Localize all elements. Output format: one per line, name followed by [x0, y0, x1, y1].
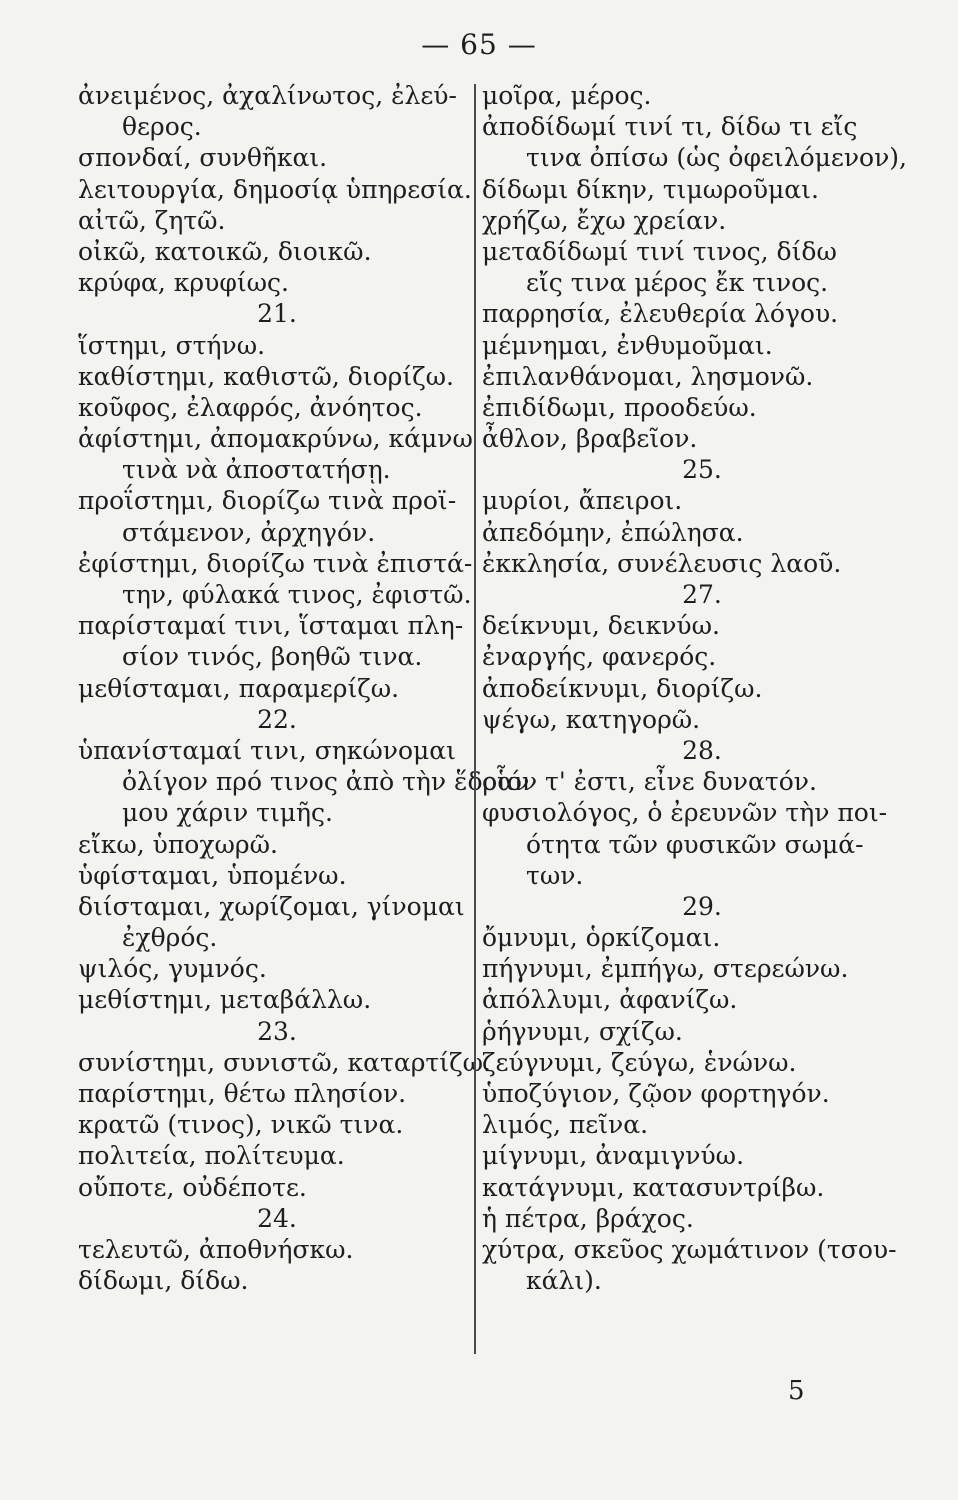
- left-column: [78, 80, 530, 1296]
- glossary-entry: αἰτῶ, ζητῶ.: [78, 205, 226, 235]
- glossary-entry: ἐναργής, φανερός.: [482, 642, 717, 672]
- entry-continuation: ἐχθρός.: [122, 923, 218, 953]
- glossary-entry: προΐστημι, διορίζω τινὰ προϊ-: [78, 486, 457, 516]
- glossary-entry: χρήζω, ἔχω χρείαν.: [482, 205, 727, 235]
- section-heading: 27.: [682, 580, 722, 609]
- glossary-entry: ἀπεδόμην, ἐπώλησα.: [482, 517, 744, 547]
- column-divider: [474, 84, 476, 1354]
- glossary-entry: δίδωμι δίκην, τιμωροῦμαι.: [482, 174, 819, 204]
- glossary-entry: κρύφα, κρυφίως.: [78, 268, 289, 298]
- glossary-entry: ἀφίστημι, ἀπομακρύνω, κάμνω: [78, 424, 473, 454]
- glossary-entry: ὑφίσταμαι, ὑπομένω.: [78, 860, 347, 890]
- signature-mark: 5: [788, 1376, 805, 1406]
- glossary-entry: μυρίοι, ἄπειροι.: [482, 486, 683, 516]
- glossary-entry: δίδωμι, δίδω.: [78, 1266, 249, 1296]
- glossary-entry: ἐφίστημι, διορίζω τινὰ ἐπιστά-: [78, 548, 473, 578]
- entry-continuation: την, φύλακά τινος, ἐφιστῶ.: [122, 580, 472, 609]
- section-heading: 29.: [682, 891, 722, 921]
- glossary-entry: ἀποδίδωμί τινί τι, δίδω τι εἴς: [482, 112, 858, 142]
- glossary-entry: σπονδαί, συνθῆκαι.: [78, 143, 328, 173]
- entry-continuation: των.: [526, 860, 584, 890]
- glossary-entry: ἡ πέτρα, βράχος.: [482, 1203, 694, 1233]
- glossary-entry: εἴκω, ὑποχωρῶ.: [78, 829, 278, 859]
- glossary-entry: ἆθλον, βραβεῖον.: [482, 424, 698, 454]
- glossary-entry: διίσταμαι, χωρίζομαι, γίνομαι: [78, 891, 465, 921]
- glossary-entry: ῥήγνυμι, σχίζω.: [482, 1016, 683, 1046]
- entry-continuation: ότητα τῶν φυσικῶν σωμά-: [526, 829, 864, 859]
- glossary-entry: ἀνειμένος, ἀχαλίνωτος, ἐλεύ-: [78, 81, 457, 110]
- glossary-entry: ἵστημι, στήνω.: [78, 330, 266, 360]
- section-heading: 24.: [257, 1203, 297, 1233]
- glossary-entry: παρρησία, ἐλευθερία λόγου.: [482, 299, 839, 329]
- entry-continuation: σίον τινός, βοηθῶ τινα.: [122, 642, 423, 672]
- glossary-entry: πολιτεία, πολίτευμα.: [78, 1141, 345, 1171]
- glossary-entry: χύτρα, σκεῦος χωμάτινον (τσου-: [482, 1234, 897, 1264]
- glossary-entry: κρατῶ (τινος), νικῶ τινα.: [78, 1110, 404, 1140]
- glossary-entry: φυσιολόγος, ὁ ἐρευνῶν τὴν ποι-: [482, 798, 888, 828]
- entry-continuation: τινα ὀπίσω (ὡς ὀφειλόμενον),: [526, 143, 907, 173]
- glossary-entry: δείκνυμι, δεικνύω.: [482, 611, 720, 641]
- glossary-entry: ἀποδείκνυμι, διορίζω.: [482, 673, 763, 703]
- glossary-entry: ὑποζύγιον, ζῷον φορτηγόν.: [482, 1079, 830, 1108]
- glossary-entry: μίγνυμι, ἀναμιγνύω.: [482, 1141, 745, 1171]
- entry-continuation: κάλι).: [526, 1266, 602, 1296]
- glossary-entry: μεταδίδωμί τινί τινος, δίδω: [482, 236, 837, 266]
- glossary-entry: ψιλός, γυμνός.: [78, 954, 267, 984]
- right-column: [482, 80, 922, 1296]
- glossary-entry: ὄμνυμι, ὁρκίζομαι.: [482, 923, 721, 953]
- glossary-entry: οὔποτε, οὐδέποτε.: [78, 1172, 307, 1202]
- glossary-entry: πήγνυμι, ἐμπήγω, στερεώνω.: [482, 954, 849, 984]
- glossary-entry: καθίστημι, καθιστῶ, διορίζω.: [78, 361, 455, 391]
- glossary-entry: μεθίστημι, μεταβάλλω.: [78, 985, 372, 1015]
- glossary-entry: λιμός, πεῖνα.: [482, 1110, 649, 1140]
- glossary-entry: κατάγνυμι, κατασυντρίβω.: [482, 1172, 825, 1202]
- glossary-entry: μοῖρα, μέρος.: [482, 81, 652, 110]
- glossary-entry: οἰκῶ, κατοικῶ, διοικῶ.: [78, 236, 372, 266]
- section-heading: 28.: [682, 735, 722, 765]
- glossary-entry: λειτουργία, δημοσίᾳ ὑπηρεσία.: [78, 174, 472, 204]
- glossary-entry: οἷόν τ' ἐστι, εἶνε δυνατόν.: [482, 767, 817, 797]
- entry-continuation: στάμενον, ἀρχηγόν.: [122, 517, 376, 547]
- glossary-entry: ἐπιδίδωμι, προοδεύω.: [482, 392, 757, 422]
- glossary-entry: μεθίσταμαι, παραμερίζω.: [78, 673, 400, 703]
- section-heading: 23.: [257, 1016, 297, 1046]
- glossary-entry: τελευτῶ, ἀποθνήσκω.: [78, 1234, 354, 1264]
- glossary-entry: ἀπόλλυμι, ἀφανίζω.: [482, 985, 738, 1015]
- entry-continuation: εἴς τινα μέρος ἔκ τινος.: [526, 268, 829, 298]
- entry-continuation: ὀλίγον πρό τινος ἀπὸ τὴν ἕδραν: [122, 767, 530, 797]
- glossary-entry: ἐκκλησία, συνέλευσις λαοῦ.: [482, 548, 842, 578]
- glossary-entry: ψέγω, κατηγορῶ.: [482, 704, 701, 734]
- glossary-entry: ἐπιλανθάνομαι, λησμονῶ.: [482, 361, 814, 391]
- section-heading: 25.: [682, 455, 722, 485]
- glossary-entry: ζεύγνυμι, ζεύγω, ἑνώνω.: [482, 1047, 797, 1077]
- glossary-entry: συνίστημι, συνιστῶ, καταρτίζω.: [78, 1047, 491, 1077]
- glossary-entry: ὑπανίσταμαί τινι, σηκώνομαι: [78, 735, 456, 765]
- section-heading: 21.: [257, 299, 297, 329]
- glossary-entry: μέμνημαι, ἐνθυμοῦμαι.: [482, 330, 773, 360]
- section-heading: 22.: [257, 704, 297, 734]
- entry-continuation: μου χάριν τιμῆς.: [122, 798, 333, 828]
- glossary-entry: κοῦφος, ἐλαφρός, ἀνόητος.: [78, 392, 423, 422]
- glossary-entry: παρίστημι, θέτω πλησίον.: [78, 1079, 407, 1108]
- page-number: — 65 —: [421, 28, 537, 61]
- entry-continuation: θερος.: [122, 112, 202, 142]
- entry-continuation: τινὰ νὰ ἀποστατήσῃ.: [122, 455, 391, 485]
- glossary-entry: παρίσταμαί τινι, ἵσταμαι πλη-: [78, 611, 464, 641]
